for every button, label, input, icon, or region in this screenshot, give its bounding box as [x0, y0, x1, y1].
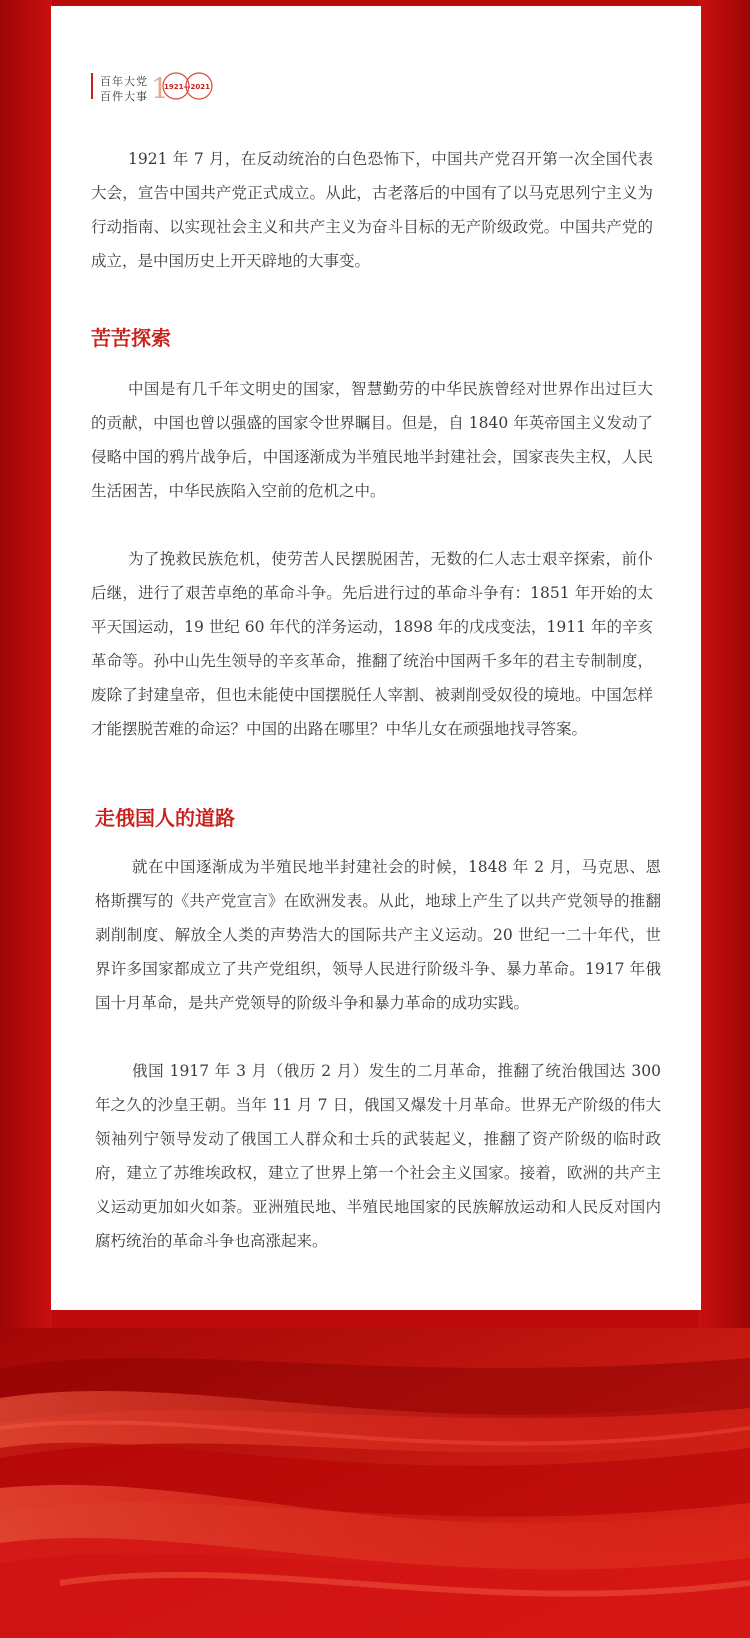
- svg-text:1: 1: [151, 72, 169, 104]
- section-title-exploration: 苦苦探索: [91, 326, 171, 350]
- red-flag-banner: [0, 1328, 750, 1638]
- section2-paragraph-2: 俄国 1917 年 3 月（俄历 2 月）发生的二月革命，推翻了统治俄国达 300 年之久的沙皇王朝。当年 11 月 7 日，俄国又爆发十月革命。世界无产阶级的伟大领袖列宁领导发动了俄国工人群众和士兵的武装起义，推翻了资产阶级的临时政府，建立了苏维埃政权，建立了世界上第一个社会主义国家。接着，欧洲的共产主义运动更加如火如荼。亚洲殖民地、半殖民地国家的民族解放运动和人民反对国内腐朽统治的革命斗争也高涨起来。: [95, 1062, 661, 1250]
- logo-line2: 百件大事: [100, 90, 148, 103]
- logo-line1: 百年大党: [100, 75, 148, 88]
- section2-paragraph-1: 就在中国逐渐成为半殖民地半封建社会的时候，1848 年 2 月，马克思、恩格斯撰写的《共产党宣言》在欧洲发表。从此，地球上产生了以共产党领导的推翻剥削制度、解放全人类的声势浩大的国际共产主义运动。20 世纪一二十年代，世界许多国家都成立了共产党组织，领导人民进行阶级斗争、暴力革命。1917 年俄国十月革命，是共产党领导的阶级斗争和暴力革命的成功实践。: [95, 858, 661, 1012]
- logo-divider: [91, 73, 93, 99]
- intro-paragraph: 1921 年 7 月，在反动统治的白色恐怖下，中国共产党召开第一次全国代表大会，宣告中国共产党正式成立。从此，古老落后的中国有了以马克思列宁主义为行动指南、以实现社会主义和共产主义为奋斗目标的无产阶级政党。中国共产党的成立，是中国历史上开天辟地的大事变。: [91, 150, 653, 270]
- section1-paragraph-2: 为了挽救民族危机，使劳苦人民摆脱困苦，无数的仁人志士艰辛探索，前仆后继，进行了艰苦卓绝的革命斗争。先后进行过的革命斗争有：1851 年开始的太平天国运动，19 世纪 60 年代的洋务运动，1898 年的戊戌变法，1911 年的辛亥革命等。孙中山先生领导的辛亥革命，推翻了统治中国两千多年的君主专制制度，废除了封建皇帝，但也未能使中国摆脱任人宰割、被剥削受奴役的境地。中国怎样才能摆脱苦难的命运？中国的出路在哪里？中华儿女在顽强地找寻答案。: [91, 550, 653, 738]
- section-title-russian-road: 走俄国人的道路: [95, 806, 235, 830]
- waving-flag-icon: [0, 1328, 750, 1638]
- centenary-100-emblem-icon: [149, 68, 219, 104]
- centenary-logo: [91, 68, 221, 104]
- section1-paragraph-1: 中国是有几千年文明史的国家，智慧勤劳的中华民族曾经对世界作出过巨大的贡献，中国也曾以强盛的国家令世界瞩目。但是，自 1840 年英帝国主义发动了侵略中国的鸦片战争后，中国逐渐成为半殖民地半封建社会，国家丧失主权，人民生活困苦，中华民族陷入空前的危机之中。: [91, 380, 653, 500]
- logo-years: 1921—2021: [164, 83, 210, 91]
- article-card: [51, 6, 701, 1310]
